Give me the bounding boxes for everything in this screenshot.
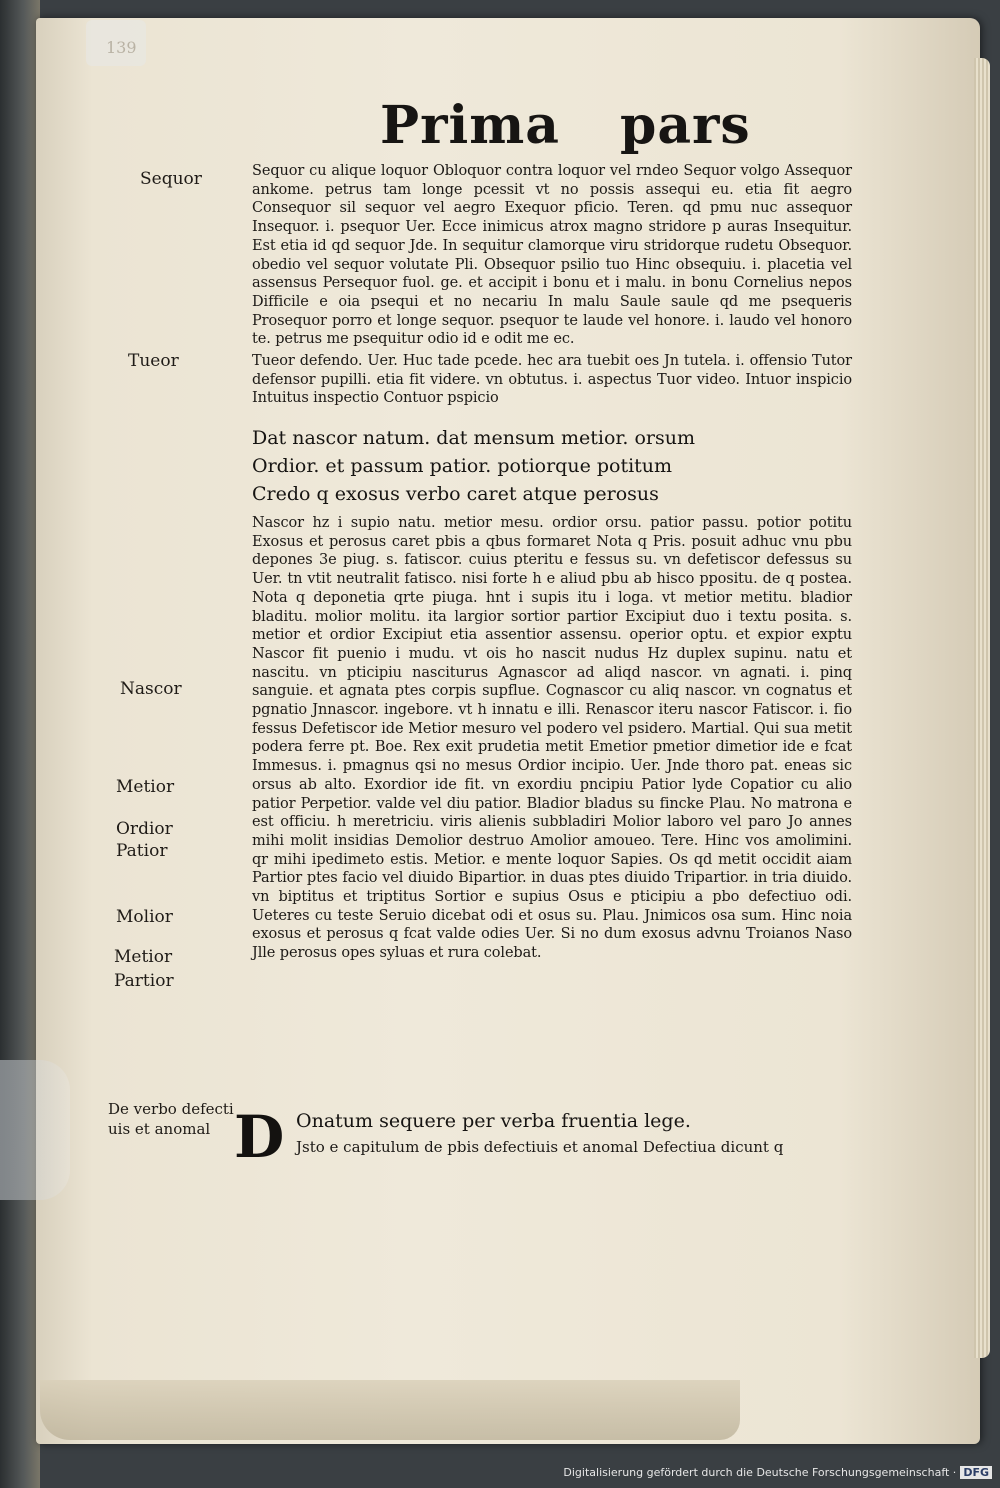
page-edge bbox=[974, 58, 990, 1358]
text-block-tueor bbox=[252, 352, 852, 408]
text-block-nascor bbox=[252, 514, 852, 963]
folio-number: 139 bbox=[106, 38, 137, 57]
verse-line: Dat nascor natum. dat mensum metior. orsum bbox=[252, 427, 696, 449]
page-heading bbox=[380, 95, 751, 156]
margin-note: Partior bbox=[114, 971, 174, 991]
page-bottom-edge bbox=[40, 1380, 740, 1440]
page-clip bbox=[0, 1060, 70, 1200]
margin-note: De verbo defecti bbox=[108, 1100, 234, 1118]
margin-note: Sequor bbox=[140, 169, 202, 189]
margin-note: uis et anomal bbox=[108, 1120, 211, 1138]
margin-note: Molior bbox=[116, 907, 173, 927]
verse-line: Ordior. et passum patior. potiorque potitum bbox=[252, 455, 673, 477]
paragraph: Nascor hz i supio natu. metior mesu. ordior orsu. patior passu. potior potitu Exosus et perosus caret pbis a qbus formaret Nota q Pris. posuit adhuc vnu pbu depones 3e piug. s. fatiscor. cuius pteritu e fessus su. vn defetiscor defessus su Uer. tn vtit neutralit fatisco. nisi forte h e aliud pbu ab hisco ppositu. de q postea. Nota q deponetia qrte piuga. hnt i supis itu i loga. vt metior metitu. bladior bladitu. molior molitu. ita largior sortior partior Excipiut duo i textu posita. s. metior et ordior Excipiut etia assentior assensu. operior optu. et expior exptu Nascor fit puenio i mudu. vt ois ho nascit nudus Hz duplex supinu. natu et nascitu. vn pticipiu nasciturus Agnascor ad aliqd nascor. vn agnati. i. pinq sanguie. et agnata ptes corpis supflue. Cognascor cu aliq nascor. vn cognatus et pgnatio Jnnascor. ingebore. vt h innatu e illi. Renascor iteru nascor Fatiscor. i. fio fessus Defetiscor ide Metior mesuro vel podero vel psidero. Martial. Qui sua metit podera ferre pt. Boe. Rex exit prudetia metit Emetior pmetior dimetior ide e fcat Immesus. i. pmagnus qsi no mesus Ordior incipio. Uer. Jnde thoro pat. eneas sic orsus ab alto. Exordior ide fit. vn exordiu pncipiu Patior lyde Copatior cu alio patior Perpetior. valde vel diu patior. Bladior bladus su fincke Plau. No matrona e est officiu. h meretriciu. viris alienis subbladiri Molior laboro vel paro Jo annes mihi molit insidias Demolior destruo Amolior amoueo. Tere. Hinc vos amolimini. qr mihi ipedimeto estis. Metior. e mente loquor Sapies. Os qd metit occidit aiam Partior ptes facio vel diuido Bipartior. in duas ptes diuido Tripartior. in tria diuido. vn biptitus et triptitus Sortior e supius Osus e pticipiu a pbo defectiuo odi. Ueteres cu teste Seruio dicebat odi et osus su. Plau. Jnimicos osa sum. Hinc noia exosus et perosus q fcat valde odies Uer. Si no dum exosus advnu Troianos Naso Jlle perosus opes syluas et rura colebat. bbox=[252, 515, 852, 962]
heading-word: Prima bbox=[380, 95, 560, 156]
book-spine bbox=[0, 0, 40, 1488]
margin-note: Metior bbox=[114, 947, 173, 967]
margin-note: Ordior bbox=[116, 819, 173, 839]
drop-initial: D bbox=[234, 1103, 285, 1171]
verse-line: Credo q exosus verbo caret atque perosus bbox=[252, 483, 659, 505]
margin-note: Nascor bbox=[120, 679, 182, 699]
verse-block bbox=[252, 424, 852, 508]
footer-text: Digitalisierung gefördert durch die Deutsche Forschungsgemeinschaft · bbox=[563, 1466, 957, 1479]
closing-verse: Onatum sequere per verba fruentia lege. bbox=[296, 1110, 691, 1132]
text-block-sequor bbox=[252, 162, 852, 349]
paragraph: Sequor cu alique loquor Obloquor contra loquor vel rndeo Sequor volgo Assequor ankome. petrus tam longe pcessit vt no possis assequi eu. etia fit aegro Consequor sil sequor vel aegro Exequor pficio. Teren. qd pmu nuc assequor Insequor. i. psequor Uer. Ecce inimicus atrox magno stridore p auras Insequitur. Est etia id qd sequor Jde. In sequitur clamorque viru stridorque rudetu Obsequor. obedio vel sequor volutate Pli. Obsequor psilio tuo Hinc obsequiu. i. placetia vel assensus Persequor fuol. ge. et accipit i bonu et i malu. in bonu Cornelius nepos Difficile e oia psequi et no necariu In malu Saule saule qd me psequeris Prosequor porro et longe sequor. psequor te laude vel honore. i. laudo vel honoro te. petrus me psequitur odio id e odit me ec. bbox=[252, 163, 852, 348]
heading-word: pars bbox=[619, 95, 751, 156]
chapter-line: Jsto e capitulum de pbis defectiuis et anomal Defectiua dicunt q bbox=[296, 1138, 784, 1156]
margin-note: Patior bbox=[116, 841, 168, 861]
margin-note: Tueor bbox=[128, 351, 179, 371]
dfg-logo: DFG bbox=[960, 1466, 992, 1479]
margin-note: Metior bbox=[116, 777, 175, 797]
paragraph: Tueor defendo. Uer. Huc tade pcede. hec ara tuebit oes Jn tutela. i. offensio Tutor defensor pupilli. etia fit videre. vn obtutus. i. aspectus Tuor video. Intuor inspicio Intuitus inspectio Contuor pspicio bbox=[252, 353, 852, 407]
digitization-footer bbox=[563, 1466, 992, 1479]
